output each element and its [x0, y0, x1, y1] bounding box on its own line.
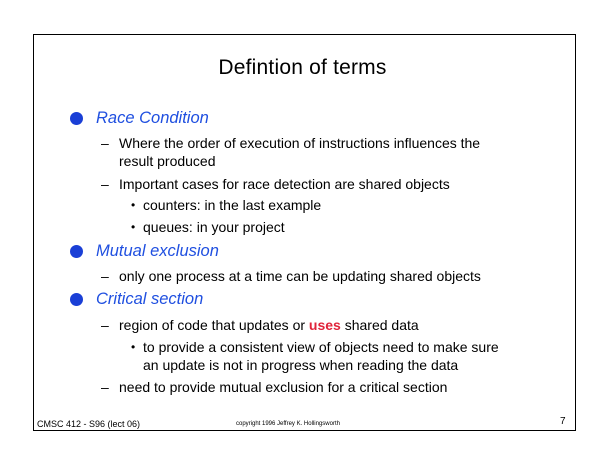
term-critical-section: Critical section	[96, 290, 204, 308]
page-number: 7	[560, 416, 566, 427]
bullet-circle-icon	[70, 293, 83, 306]
subitem-text: counters: in the last example	[143, 197, 322, 213]
item-text-before: region of code that updates or	[119, 317, 309, 333]
dot-icon: •	[131, 220, 136, 234]
dash-icon: –	[101, 317, 109, 333]
item-text: only one process at a time can be updating shared objects	[119, 268, 481, 284]
slide-title: Defintion of terms	[218, 56, 387, 79]
highlight-uses: uses	[308, 317, 341, 333]
bullet-circle-icon	[70, 112, 83, 125]
dot-icon: •	[131, 198, 136, 212]
dash-icon: –	[101, 379, 109, 395]
dash-icon: –	[101, 135, 109, 151]
item-text	[119, 316, 419, 334]
item-text-after: shared data	[340, 317, 419, 333]
dot-icon: •	[131, 340, 136, 354]
item-text: Where the order of execution of instructions influences the	[119, 135, 481, 151]
dash-icon: –	[101, 268, 109, 284]
item-text: result produced	[119, 153, 216, 169]
item-text: need to provide mutual exclusion for a critical section	[119, 379, 448, 395]
footer-course: CMSC 412 - S96 (lect 06)	[37, 419, 141, 429]
term-race-condition: Race Condition	[96, 109, 209, 127]
bullet-circle-icon	[70, 245, 83, 258]
item-text: Important cases for race detection are shared objects	[119, 176, 450, 192]
subitem-text: an update is not in progress when reading the data	[143, 357, 459, 373]
subitem-text: queues: in your project	[143, 219, 285, 235]
dash-icon: –	[101, 176, 109, 192]
term-mutual-exclusion: Mutual exclusion	[96, 242, 219, 260]
subitem-text: to provide a consistent view of objects need to make sure	[143, 339, 499, 355]
footer-copyright: copyright 1996 Jeffrey K. Hollingsworth	[236, 421, 340, 427]
